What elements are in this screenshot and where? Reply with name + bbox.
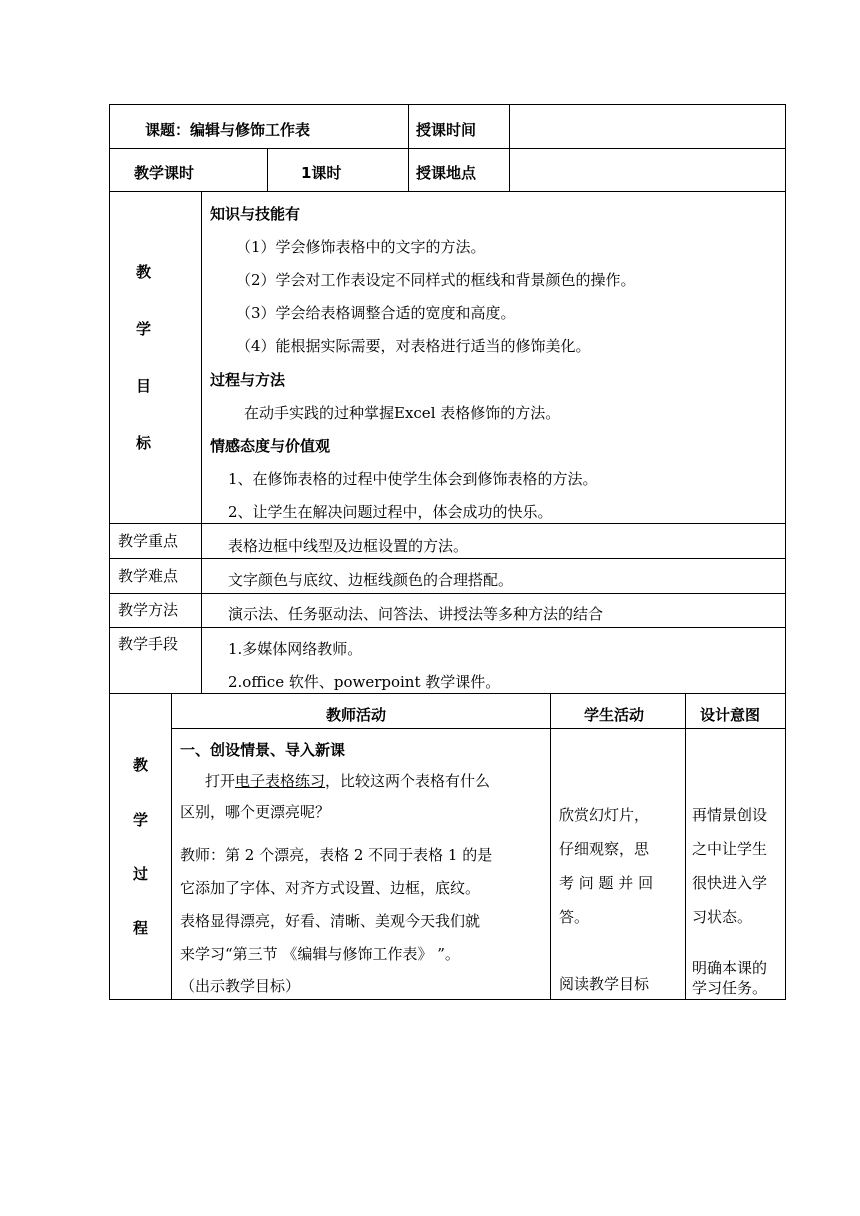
row-divider — [109, 593, 786, 594]
teacher-activity-header: 教师活动 — [326, 706, 387, 724]
key-point-label: 教学重点 — [118, 532, 179, 550]
process-label-char: 程 — [133, 919, 149, 937]
hours-label: 教学课时 — [134, 164, 195, 182]
means-item: 2.office 软件、powerpoint 教学课件。 — [228, 673, 501, 691]
teacher-line-text: 打开 — [205, 772, 236, 790]
student-line: 阅读教学目标 — [559, 975, 650, 993]
col-divider — [201, 523, 202, 694]
process-label-char: 教 — [133, 756, 149, 774]
teacher-line: 它添加了字体、对齐方式设置、边框，底纹。 — [180, 879, 481, 897]
col-divider — [685, 693, 686, 1000]
time-label: 授课时间 — [416, 121, 477, 139]
teacher-line-text: ，比较这两个表格有什么 — [325, 772, 491, 790]
row-divider — [109, 191, 786, 192]
knowledge-item: （2）学会对工作表设定不同样式的框线和背景颜色的操作。 — [236, 271, 636, 289]
teacher-line — [205, 772, 490, 790]
goals-label-char: 学 — [136, 320, 152, 338]
emotion-title: 情感态度与价值观 — [210, 437, 331, 455]
col-divider — [171, 693, 172, 1000]
means-label: 教学手段 — [118, 635, 179, 653]
student-line: 仔细观察，思 — [559, 840, 650, 858]
row-divider — [109, 558, 786, 559]
hours-value: 1课时 — [301, 164, 342, 182]
goals-label-char: 标 — [136, 434, 152, 452]
design-line: 之中让学生 — [692, 840, 768, 858]
knowledge-item: （4）能根据实际需要，对表格进行适当的修饰美化。 — [236, 337, 591, 355]
table-right-border — [785, 104, 786, 1000]
teacher-line: 表格显得漂亮，好看、清晰、美观今天我们就 — [180, 912, 481, 930]
teacher-line: （出示教学目标） — [180, 977, 301, 995]
row-divider — [109, 627, 786, 628]
place-label: 授课地点 — [416, 164, 477, 182]
emotion-item: 2、让学生在解决问题过程中，体会成功的快乐。 — [228, 503, 553, 521]
design-line: 学习任务。 — [692, 979, 768, 997]
teacher-line: 来学习“第三节 《编辑与修饰工作表》 ”。 — [180, 945, 460, 963]
row-divider — [171, 728, 786, 729]
process-method-title: 过程与方法 — [210, 371, 286, 389]
spreadsheet-practice-link[interactable]: 电子表格练习 — [235, 772, 326, 790]
goals-label-char: 目 — [136, 377, 152, 395]
row-divider — [109, 148, 786, 149]
goals-label-char: 教 — [136, 263, 152, 281]
col-divider — [267, 148, 268, 192]
difficulty-label: 教学难点 — [118, 567, 179, 585]
process-label-char: 学 — [133, 811, 149, 829]
student-line: 答。 — [559, 908, 590, 926]
design-line: 再情景创设 — [692, 806, 768, 824]
key-point-text: 表格边框中线型及边框设置的方法。 — [228, 537, 469, 555]
design-line: 很快进入学 — [692, 874, 768, 892]
col-divider — [509, 104, 510, 192]
table-left-border — [109, 104, 110, 1000]
methods-label: 教学方法 — [118, 601, 179, 619]
table-top-border — [109, 104, 786, 105]
process-method-text: 在动手实践的过种掌握Excel 表格修饰的方法。 — [244, 404, 561, 422]
knowledge-title: 知识与技能有 — [210, 205, 301, 223]
design-line: 习状态。 — [692, 908, 753, 926]
teacher-line: 教师：第 2 个漂亮，表格 2 不同于表格 1 的是 — [180, 846, 493, 864]
emotion-item: 1、在修饰表格的过程中使学生体会到修饰表格的方法。 — [228, 470, 598, 488]
row-divider — [109, 523, 786, 524]
section-title: 一、创设情景、导入新课 — [180, 741, 346, 759]
process-label-char: 过 — [133, 865, 149, 883]
col-divider — [408, 104, 409, 192]
col-divider — [550, 693, 551, 1000]
student-line: 欣赏幻灯片， — [559, 806, 650, 824]
knowledge-item: （3）学会给表格调整合适的宽度和高度。 — [236, 304, 516, 322]
student-line: 考 问 题 并 回 — [559, 874, 654, 892]
teacher-line: 区别，哪个更漂亮呢？ — [180, 803, 331, 821]
difficulty-text: 文字颜色与底纹、边框线颜色的合理搭配。 — [228, 571, 514, 589]
knowledge-item: （1）学会修饰表格中的文字的方法。 — [236, 238, 486, 256]
methods-text: 演示法、任务驱动法、问答法、讲授法等多种方法的结合 — [228, 605, 604, 623]
design-line: 明确本课的 — [692, 959, 768, 977]
design-intent-header: 设计意图 — [700, 706, 761, 724]
means-item: 1.多媒体网络教师。 — [228, 640, 363, 658]
student-activity-header: 学生活动 — [584, 706, 645, 724]
topic-title: 课题：编辑与修饰工作表 — [145, 121, 311, 139]
col-divider — [201, 191, 202, 524]
